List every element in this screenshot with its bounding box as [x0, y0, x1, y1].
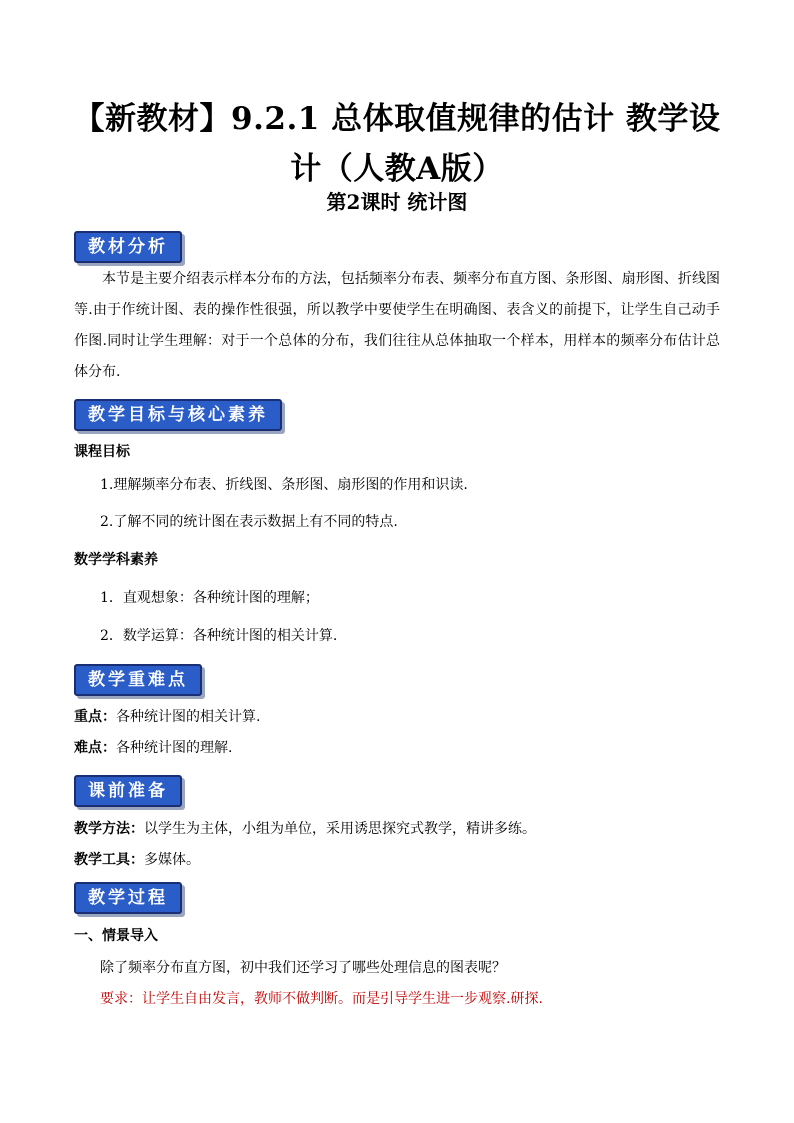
document-subtitle: 第2课时 统计图 [326, 190, 468, 214]
section-badge-key-points: 教学重难点 [74, 664, 202, 696]
difficult-point-line [74, 737, 232, 757]
teaching-tool-label: 教学工具： [74, 852, 144, 868]
intro-question: 除了频率分布直方图，初中我们还学习了哪些处理信息的图表呢？ [100, 960, 506, 976]
intro-step-heading: 一、情景导入 [74, 928, 158, 944]
intro-requirement: 要求：让学生自由发言，教师不做判断。而是引导学生进一步观察.研探. [100, 991, 543, 1007]
section-badge-process: 教学过程 [74, 882, 182, 914]
literacy-heading: 数学学科素养 [74, 552, 158, 568]
document-title: 【新教材】9.2.1 总体取值规律的估计 教学设计（人教A版） [73, 101, 721, 187]
section-badge-prep: 课前准备 [74, 775, 182, 807]
teaching-method-text: 以学生为主体，小组为单位，采用诱思探究式教学，精讲多练。 [144, 821, 536, 837]
analysis-paragraph: 本节是主要介绍表示样本分布的方法，包括频率分布表、频率分布直方图、条形图、扇形图、折线图等.由于作统计图、表的操作性很强，所以教学中要使学生在明确图、表含义的前提下，让学生自己动手作图.同时让学生理解：对于一个总体的分布，我们往往从总体抽取一个样本，用样本的频率分布估计总体分布. [74, 271, 720, 380]
course-goal-item: 2.了解不同的统计图在表示数据上有不同的特点. [100, 514, 398, 530]
difficult-point-text: 各种统计图的理解. [116, 740, 233, 756]
section-badge-goals: 教学目标与核心素养 [74, 399, 282, 431]
teaching-tool-text: 多媒体。 [144, 852, 200, 868]
teaching-method-label: 教学方法： [74, 821, 144, 837]
literacy-item: 2．数学运算：各种统计图的相关计算. [100, 628, 338, 644]
key-point-text: 各种统计图的相关计算. [116, 709, 261, 725]
teaching-tool-line [74, 849, 200, 869]
course-goal-item: 1.理解频率分布表、折线图、条形图、扇形图的作用和识读. [100, 477, 468, 493]
teaching-method-line [74, 818, 536, 838]
literacy-item: 1．直观想象：各种统计图的理解； [100, 590, 319, 606]
key-point-line [74, 706, 260, 726]
section-badge-analysis: 教材分析 [74, 231, 182, 263]
key-point-label: 重点： [74, 709, 116, 725]
difficult-point-label: 难点： [74, 740, 116, 756]
course-goals-heading: 课程目标 [74, 444, 130, 460]
